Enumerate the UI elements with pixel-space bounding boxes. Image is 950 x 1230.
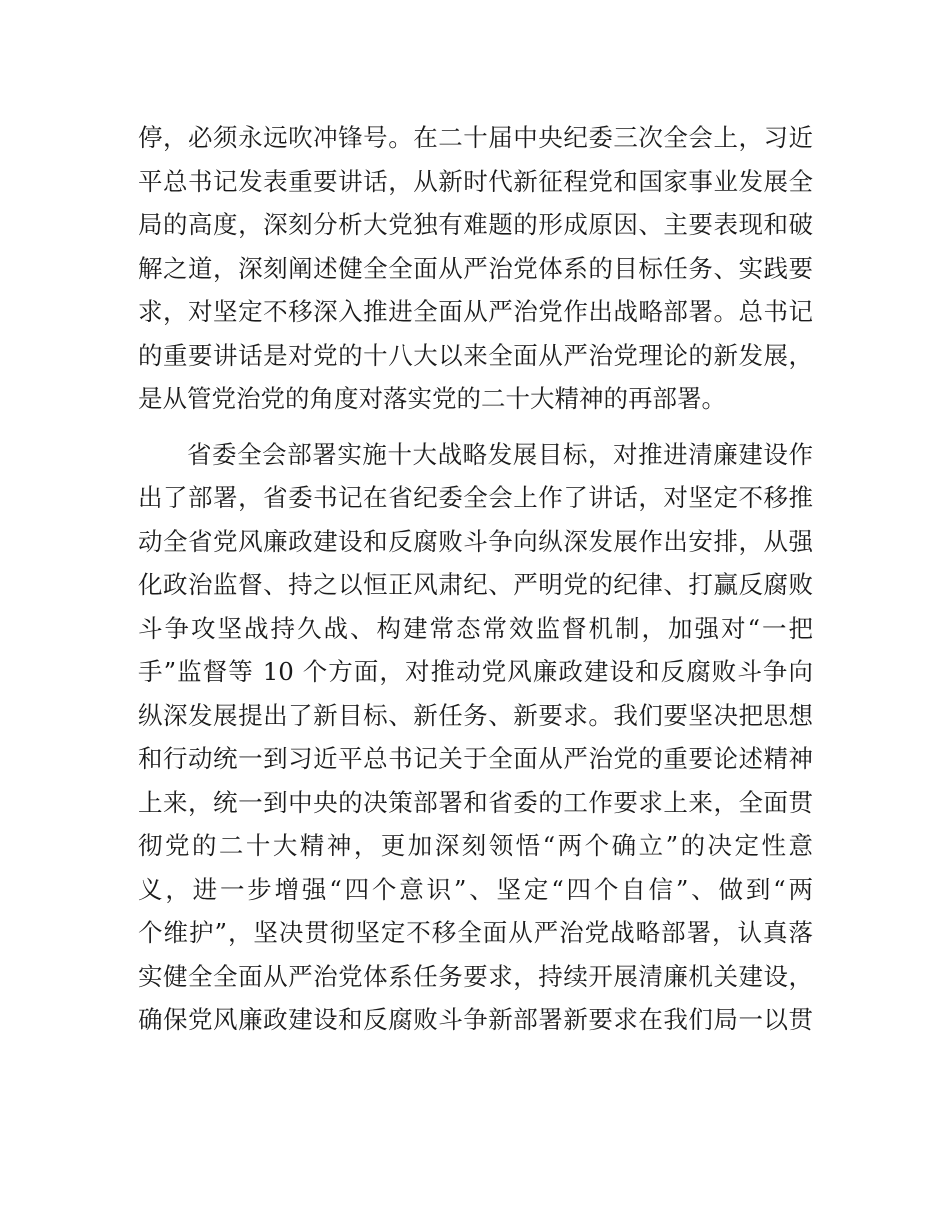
- paragraph-line: 确保党风廉政建设和反腐败斗争新部署新要求在我们局一以贯: [138, 1005, 813, 1034]
- paragraph-line: 停，必须永远吹冲锋号。在二十届中央纪委三次全会上，习近: [138, 123, 813, 152]
- paragraph-2: [138, 433, 813, 1042]
- paragraph-line: 手”监督等 10 个方面，对推动党风廉政建设和反腐败斗争向: [138, 657, 813, 686]
- paragraph-line: 个维护”，坚决贯彻坚定不移全面从严治党战略部署，认真落: [138, 918, 813, 947]
- paragraph-line: 平总书记发表重要讲话，从新时代新征程党和国家事业发展全: [138, 166, 813, 196]
- paragraph-line: 动全省党风廉政建设和反腐败斗争向纵深发展作出安排，从强: [138, 526, 813, 556]
- paragraph-line: 化政治监督、持之以恒正风肃纪、严明党的纪律、打赢反腐败: [138, 570, 813, 599]
- paragraph-line: 解之道，深刻阐述健全全面从严治党体系的目标任务、实践要: [138, 253, 813, 283]
- paragraph-line: 实健全全面从严治党体系任务要求，持续开展清廉机关建设，: [138, 961, 813, 991]
- paragraph-line: 纵深发展提出了新目标、新任务、新要求。我们要坚决把思想: [138, 700, 813, 730]
- paragraph-line: 上来，统一到中央的决策部署和省委的工作要求上来，全面贯: [138, 787, 813, 817]
- paragraph-line: 省委全会部署实施十大战略发展目标，对推进清廉建设作: [187, 439, 813, 469]
- paragraph-1: [138, 116, 813, 421]
- paragraph-line: 义，进一步增强“四个意识”、坚定“四个自信”、做到“两: [138, 874, 813, 904]
- paragraph-line: 出了部署，省委书记在省纪委全会上作了讲话，对坚定不移推: [138, 483, 813, 512]
- paragraph-line: 斗争攻坚战持久战、构建常态常效监督机制，加强对“一把: [138, 613, 813, 643]
- paragraph-line: 的重要讲话是对党的十八大以来全面从严治党理论的新发展，: [138, 340, 813, 370]
- paragraph-line: 和行动统一到习近平总书记关于全面从严治党的重要论述精神: [138, 744, 813, 773]
- paragraph-line: 求，对坚定不移深入推进全面从严治党作出战略部署。总书记: [138, 297, 813, 326]
- paragraph-line: 局的高度，深刻分析大党独有难题的形成原因、主要表现和破: [138, 210, 813, 239]
- paragraph-line: 是从管党治党的角度对落实党的二十大精神的再部署。: [138, 384, 726, 413]
- paragraph-line: 彻党的二十大精神，更加深刻领悟“两个确立”的决定性意: [138, 831, 813, 860]
- paragraph-gap: [138, 421, 813, 433]
- document-body: [138, 116, 813, 1042]
